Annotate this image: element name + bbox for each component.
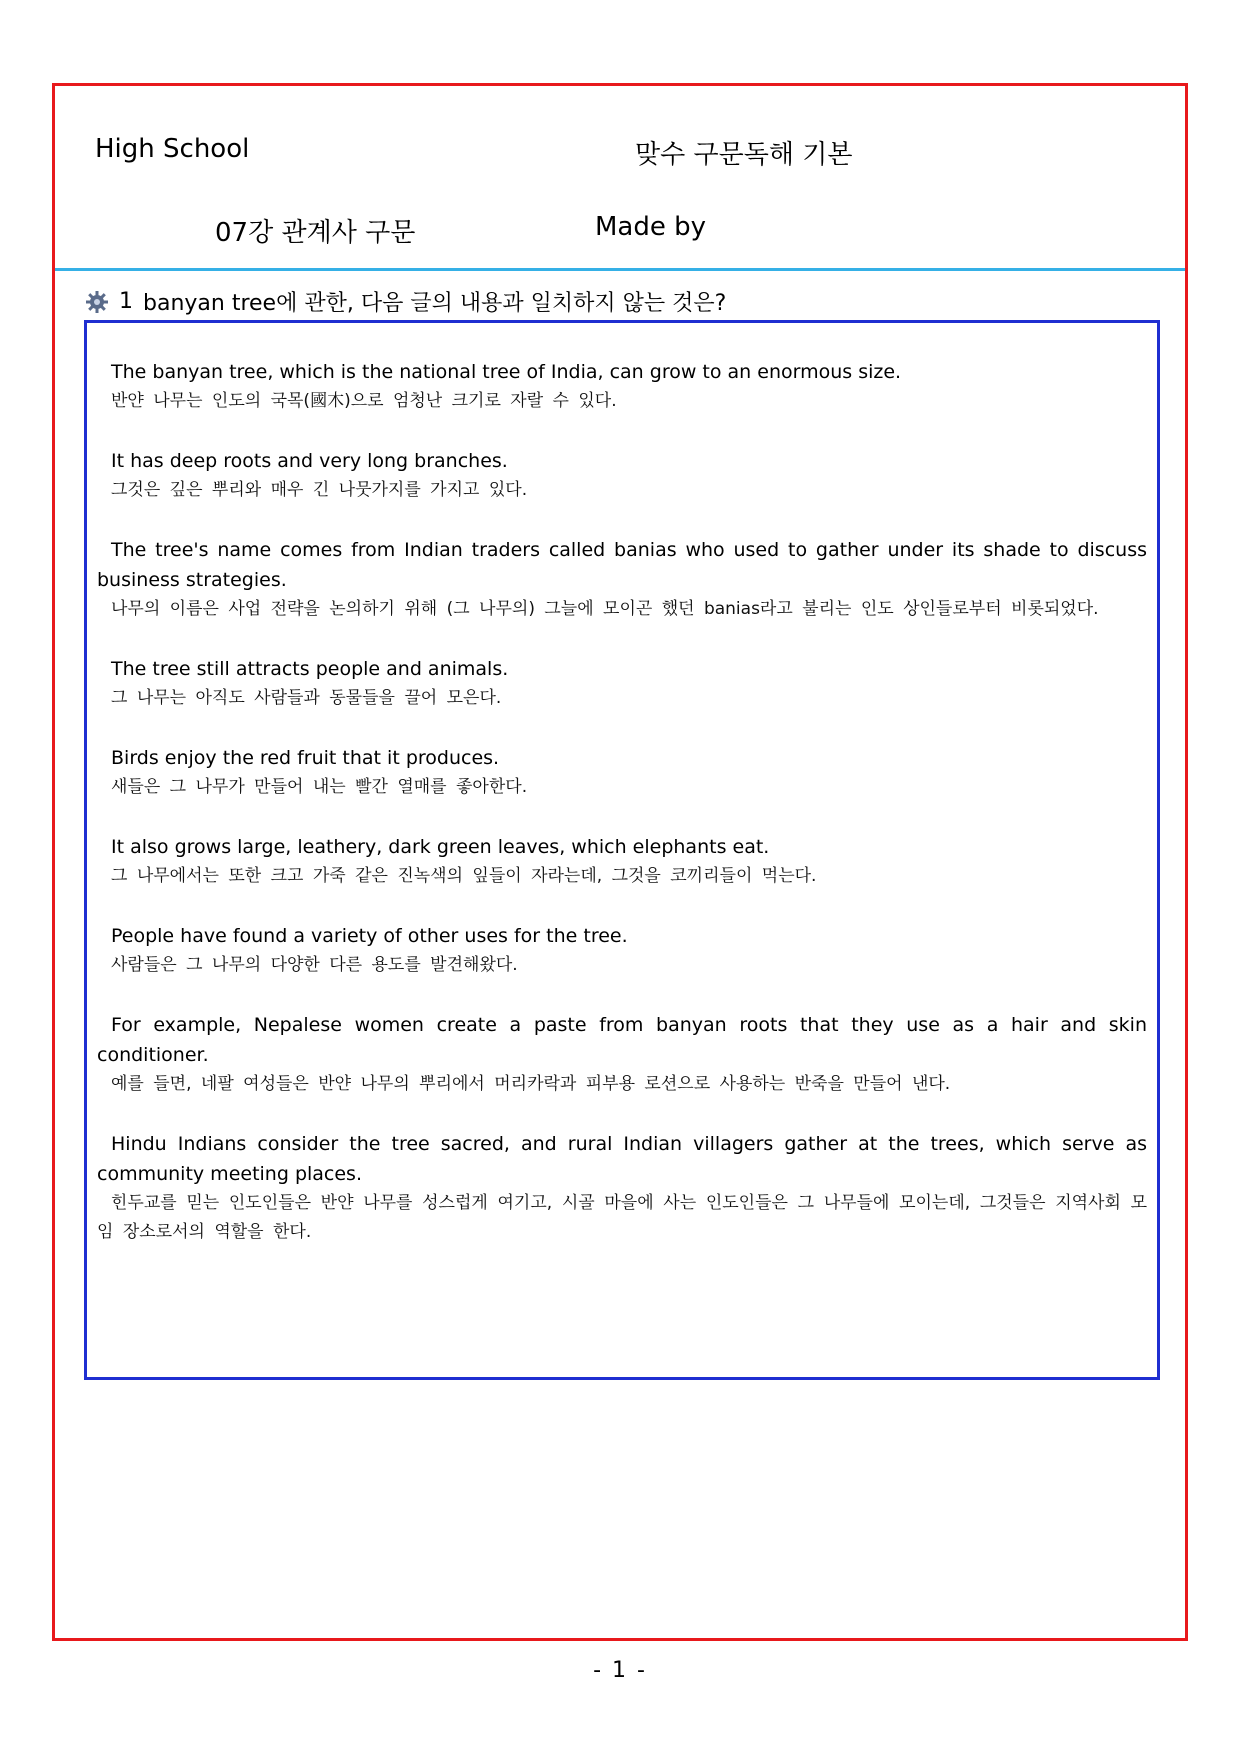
sentence-pair — [97, 357, 1147, 416]
english-sentence: Birds enjoy the red fruit that it produces. — [111, 747, 500, 769]
korean-translation: 그 나무에서는 또한 크고 가죽 같은 진녹색의 잎들이 자라는데, 그것을 코끼리들이 먹는다. — [111, 866, 817, 886]
lesson-title: 07강 관계사 구문 — [215, 218, 416, 248]
sentence-pair — [97, 921, 1147, 980]
korean-translation: 반얀 나무는 인도의 국목(國木)으로 엄청난 크기로 자랄 수 있다. — [111, 391, 617, 411]
korean-translation: 힌두교를 믿는 인도인들은 반얀 나무를 성스럽게 여기고, 시골 마을에 사는 인도인들은 그 나무들에 모이는데, 그것들은 지역사회 모임 장소로서의 역할을 한다. — [97, 1193, 1147, 1242]
question-text: banyan tree에 관한, 다음 글의 내용과 일치하지 않는 것은? — [143, 291, 727, 316]
school-level: High School — [95, 134, 250, 164]
korean-translation: 나무의 이름은 사업 전략을 논의하기 위해 (그 나무의) 그늘에 모이곤 했던 banias라고 불리는 인도 상인들로부터 비롯되었다. — [111, 599, 1099, 619]
header-divider — [55, 268, 1185, 271]
book-title: 맞수 구문독해 기본 — [635, 140, 853, 170]
korean-translation: 새들은 그 나무가 만들어 내는 빨간 열매를 좋아한다. — [111, 777, 528, 797]
page-frame — [52, 83, 1188, 1641]
korean-translation: 사람들은 그 나무의 다양한 다른 용도를 발견해왔다. — [111, 955, 518, 975]
passage-box — [84, 320, 1160, 1380]
english-sentence: For example, Nepalese women create a paste from banyan roots that they use as a hair and skin conditioner. — [97, 1014, 1147, 1066]
korean-translation: 그 나무는 아직도 사람들과 동물들을 끌어 모은다. — [111, 688, 502, 708]
question-heading — [85, 286, 726, 317]
question-number: 1 — [119, 289, 133, 314]
english-sentence: People have found a variety of other uses for the tree. — [111, 925, 628, 947]
sentence-pair — [97, 446, 1147, 505]
sentence-pair — [97, 654, 1147, 713]
gear-icon — [85, 290, 109, 314]
english-sentence: It also grows large, leathery, dark green leaves, which elephants eat. — [111, 836, 770, 858]
english-sentence: Hindu Indians consider the tree sacred, and rural Indian villagers gather at the trees, which serve as community meeting places. — [97, 1133, 1147, 1185]
sentence-pair — [97, 1129, 1147, 1247]
english-sentence: The tree still attracts people and animals. — [111, 658, 509, 680]
sentence-pair — [97, 535, 1147, 624]
sentence-pair — [97, 1010, 1147, 1099]
english-sentence: The tree's name comes from Indian traders called banias who used to gather under its shade to discuss business strategies. — [97, 539, 1147, 591]
sentence-pair — [97, 832, 1147, 891]
korean-translation: 예를 들면, 네팔 여성들은 반얀 나무의 뿌리에서 머리카락과 피부용 로션으로 사용하는 반죽을 만들어 낸다. — [111, 1074, 951, 1094]
page-number: - 1 - — [593, 1658, 647, 1683]
english-sentence: The banyan tree, which is the national tree of India, can grow to an enormous size. — [111, 361, 902, 383]
made-by: Made by — [595, 212, 707, 242]
english-sentence: It has deep roots and very long branches. — [111, 450, 508, 472]
korean-translation: 그것은 깊은 뿌리와 매우 긴 나뭇가지를 가지고 있다. — [111, 480, 528, 500]
sentence-pair — [97, 743, 1147, 802]
